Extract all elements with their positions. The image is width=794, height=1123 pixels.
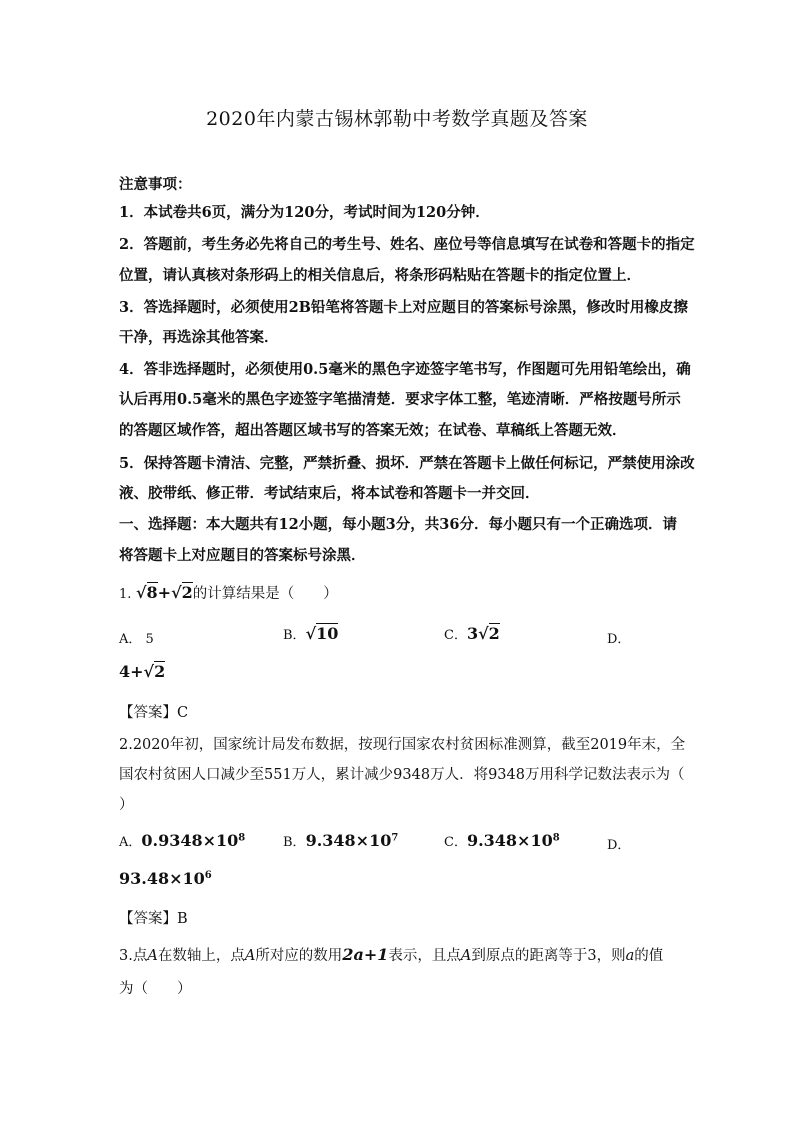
- note-5-line-2: 液、胶带纸、修正带．考试结束后，将本试卷和答题卡一并交回．: [119, 485, 540, 502]
- q1-option-c: C．3√2: [444, 624, 500, 643]
- sqrt-8: √8: [136, 583, 158, 602]
- q2-option-b: B．$9.348\times 10^7$: [283, 831, 399, 850]
- question-1: [119, 582, 338, 603]
- q2-option-a: A．$0.9348\times 10^8$: [119, 831, 246, 850]
- q1-option-d: 4+√2: [119, 662, 166, 681]
- section-1-line-2: 将答题卡上对应题目的答案标号涂黑．: [119, 547, 366, 564]
- q2-option-c: C．$9.348\times 10^8$: [444, 831, 560, 850]
- question-2-line-2: 国农村贫困人口减少至551万人，累计减少9348万人．将9348万用科学记数法表示为（: [119, 767, 685, 783]
- question-3-line-1: 3.点A在数轴上，点A所对应的数用2a+1表示，且点A到原点的距离等于3，则a的值: [119, 945, 664, 964]
- q1-answer: 【答案】C: [119, 705, 189, 721]
- section-1-line-1: 一、选择题：本大题共有12小题，每小题3分，共36分．每小题只有一个正确选项．请: [119, 516, 677, 533]
- note-1: 1．本试卷共6页，满分为120分，考试时间为120分钟．: [119, 204, 490, 221]
- question-2-line-3: ）: [119, 797, 134, 813]
- note-2-line-1: 2．答题前，考生务必先将自己的考生号、姓名、座位号等信息填写在试卷和答题卡的指定: [119, 236, 695, 253]
- page-title: 2020年内蒙古锡林郭勒中考数学真题及答案: [206, 108, 588, 130]
- note-4-line-2: 认后再用0.5毫米的黑色字迹签字笔描清楚．要求字体工整，笔迹清晰．严格按题号所示: [119, 391, 681, 408]
- sqrt-2: √2: [171, 583, 193, 602]
- note-3-line-2: 干净，再选涂其他答案．: [119, 329, 279, 346]
- note-2-line-2: 位置，请认真核对条形码上的相关信息后，将条形码粘贴在答题卡的指定位置上．: [119, 267, 641, 284]
- note-3-line-1: 3．答选择题时，必须使用2B铅笔将答题卡上对应题目的答案标号涂黑，修改时用橡皮擦: [119, 299, 688, 316]
- q2-answer: 【答案】B: [119, 911, 188, 927]
- question-2-line-1: 2.2020年初，国家统计局发布数据，按现行国家农村贫困标准测算，截至2019年末，全: [119, 737, 686, 753]
- q1-option-d-label: D．: [607, 632, 631, 647]
- question-1-text: 的计算结果是（ ）: [192, 586, 338, 602]
- note-4-line-3: 的答题区域作答，超出答题区域书写的答案无效；在试卷、草稿纸上答题无效．: [119, 422, 627, 439]
- q1-option-b: B．√10: [283, 624, 339, 643]
- note-4-line-1: 4．答非选择题时，必须使用0.5毫米的黑色字迹签字笔书写，作图题可先用铅笔绘出，确: [119, 361, 691, 378]
- q1-option-a: A． 5: [119, 632, 154, 647]
- q2-option-d-label: D．: [607, 838, 631, 853]
- question-3-line-2: 为（ ）: [119, 981, 192, 997]
- plus-sign: +: [157, 583, 172, 602]
- notes-heading: 注意事项：: [119, 176, 192, 193]
- note-5-line-1: 5．保持答题卡清洁、完整，严禁折叠、损坏．严禁在答题卡上做任何标记，严禁使用涂改: [119, 455, 695, 472]
- q2-option-d: $93.48\times 10^6$: [119, 869, 212, 888]
- question-number: 1.: [119, 587, 132, 602]
